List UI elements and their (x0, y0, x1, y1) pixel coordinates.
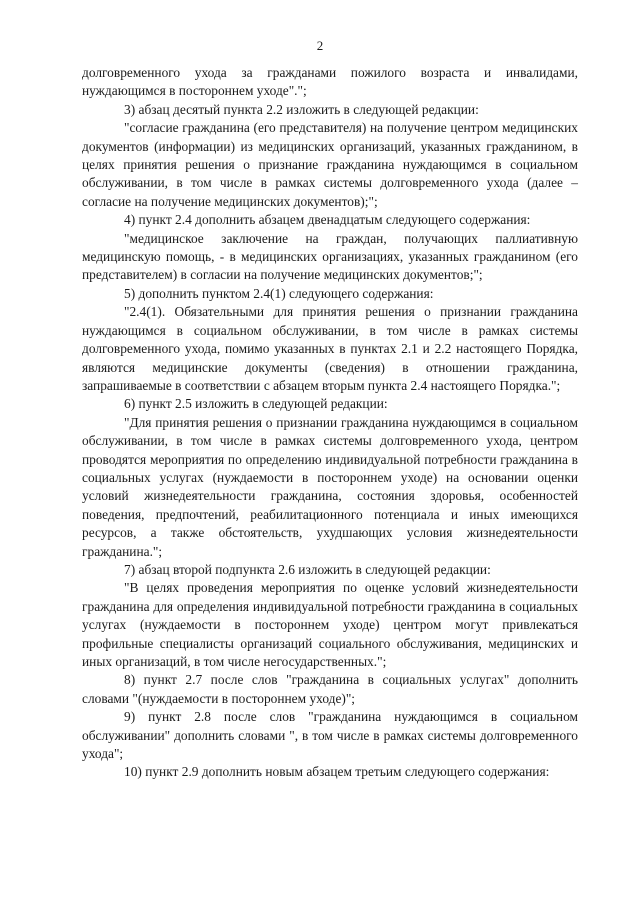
amendment-text-6: "Для принятия решения о признании гражданина нуждающимся в социальном обслуживании, в том числе в рамках системы долговременного ухода, центром проводятся мероприятия по определению индивидуальной потребности гражданина в социальных услугах (нуждаемости в постороннем уходе) на основании оценки условий жизнедеятельности гражданина, состояния здоровья, особенностей поведения, предпочтений, реабилитационного потенциала и иных имеющихся ресурсов, а также обстоятельств, ухудшающих условия жизнедеятельности гражданина."; (82, 414, 578, 559)
document-body (82, 64, 578, 782)
amendment-item-7: 7) абзац второй подпункта 2.6 изложить в следующей редакции: (124, 561, 491, 577)
paragraph-continuation: долговременного ухода за гражданами пожилого возраста и инвалидами, нуждающимся в постороннем уходе"."; (82, 65, 578, 99)
amendment-item-8: 8) пункт 2.7 после слов "гражданина в социальных услугах" дополнить словами "(нуждаемости в постороннем уходе)"; (82, 672, 578, 706)
amendment-item-5: 5) дополнить пунктом 2.4(1) следующего содержания: (124, 285, 434, 301)
amendment-text-4: "медицинское заключение на граждан, получающих паллиативную медицинскую помощь, - в медицинских организациях, указанных гражданином (его представителем) в согласии на получение медицинских документов;"; (82, 230, 578, 283)
amendment-item-9: 9) пункт 2.8 после слов "гражданина нуждающимся в социальном обслуживании" дополнить словами ", в том числе в рамках системы долговременного ухода"; (82, 709, 578, 762)
amendment-item-4: 4) пункт 2.4 дополнить абзацем двенадцатым следующего содержания: (124, 212, 531, 228)
amendment-item-6: 6) пункт 2.5 изложить в следующей редакции: (124, 396, 388, 412)
amendment-text-7: "В целях проведения мероприятия по оценке условий жизнедеятельности гражданина для определения индивидуальной потребности гражданина в социальных услугах (нуждаемости в постороннем уходе) центром могут привлекаться профильные специалисты организаций социального обслуживания, медицинских и иных организаций, в том числе негосударственных."; (82, 580, 578, 669)
page-number: 2 (316, 38, 324, 53)
amendment-item-10: 10) пункт 2.9 дополнить новым абзацем третьим следующего содержания: (124, 764, 550, 780)
amendment-text-5: "2.4(1). Обязательными для принятия решения о признании гражданина нуждающимся в социальном обслуживании, в том числе в рамках системы долговременного ухода, помимо указанных в пунктах 2.1 и 2.2 настоящего Порядка, являются медицинские документы (сведения) в отношении гражданина, запрашиваемые в соответствии с абзацем вторым пункта 2.4 настоящего Порядка."; (82, 304, 578, 393)
amendment-text-3: "согласие гражданина (его представителя) на получение центром медицинских документов (информации) из медицинских организаций, указанных гражданином, в целях принятия решения о признание гражданина нуждающимся в социальном обслуживании, в том числе в рамках системы долговременного ухода (далее – согласие на получение медицинских документов);"; (82, 120, 578, 209)
amendment-item-3: 3) абзац десятый пункта 2.2 изложить в следующей редакции: (124, 101, 479, 117)
